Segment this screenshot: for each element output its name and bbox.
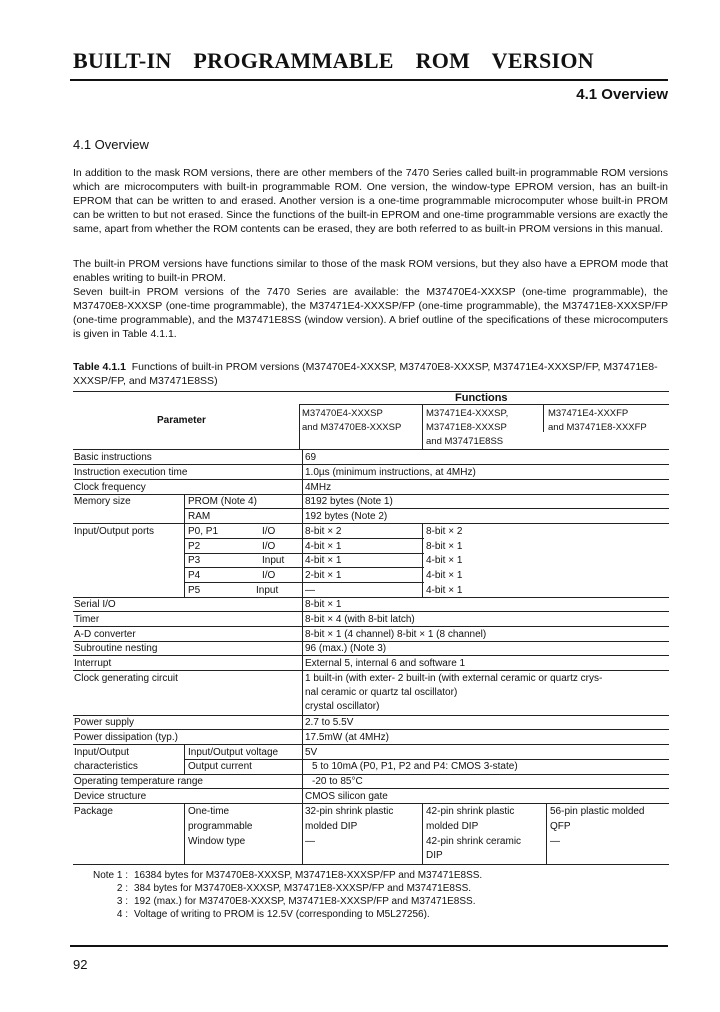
port-p3-value-2: 4-bit × 1 [426,555,463,566]
table-notes [73,869,482,921]
value-io-voltage: 5V [305,747,318,758]
header-parameter: Parameter [157,415,206,426]
param-serial: Serial I/O [74,599,116,610]
table-top-rule [73,391,669,392]
param-op-temp: Operating temperature range [74,776,203,787]
param-clock: Clock frequency [74,482,146,493]
pkg-col1-1: 32-pin shrink plastic [305,806,394,817]
port-p4-value-2: 4-bit × 1 [426,570,463,581]
header-functions: Functions [455,392,508,404]
pkg-one-time-1: One-time [188,806,230,817]
value-device: CMOS silicon gate [305,791,388,802]
colhead-2-line-2: M37471E8-XXXSP [426,422,507,433]
value-prom: 8192 bytes (Note 1) [305,496,393,507]
row-rule [184,567,424,568]
value-ram: 192 bytes (Note 2) [305,511,388,522]
value-clock: 4MHz [305,482,332,493]
table-bottom-rule [73,864,669,865]
value-timer: 8-bit × 4 (with 8-bit latch) [305,614,415,625]
param-io: Input/Output ports [74,526,155,537]
paragraph-3: Seven built-in PROM versions of the 7470 Series are available: the M37470E4-XXXSP (one-time programmable), the M37470E8-XXXSP (one-time programmable), the M37471E4-XXXSP/FP (one-time programmable), the M37471E8-XXXSP/FP (one-time programmable), and the M37471E8SS (window version). A brief outline of the specifications of these microcomputers is given in Table 4.1.1. [73,286,668,340]
pkg-col2-2: molded DIP [426,821,479,832]
pkg-window: Window type [188,836,246,847]
port-p3-value: 4-bit × 1 [305,555,342,566]
pkg-col2-4: DIP [426,850,443,861]
value-ad: 8-bit × 1 (4 channel) 8-bit × 1 (8 channel) [305,629,487,640]
row-rule [73,479,669,480]
param-output-current: Output current [188,761,252,772]
row-rule [73,715,669,716]
note-1: Note 1 : 16384 bytes for M37470E8-XXXSP, M37471E8-XXXSP/FP and M37471E8SS. [92,870,483,881]
value-clock-circuit-1: 1 built-in (with exter- 2 built-in (with external ceramic or quartz crys- [305,673,603,684]
page-number: 92 [73,957,88,972]
port-p2-value: 4-bit × 1 [305,541,342,552]
row-rule [184,538,424,539]
row-rule [73,523,669,524]
value-subroutine: 96 (max.) (Note 3) [305,643,387,654]
port-p5-type: Input [256,585,279,596]
port-p4-value: 2-bit × 1 [305,570,342,581]
row-rule [73,788,669,789]
row-rule [184,508,669,509]
value-basic: 69 [305,452,317,463]
row-rule [73,803,669,804]
colhead-1-line-1: M37470E4-XXXSP [302,408,383,419]
param-memory: Memory size [74,496,131,507]
port-p5-value-2: 4-bit × 1 [426,585,463,596]
pkg-col3-2: QFP [550,821,571,832]
pkg-col3-dash: — [550,836,560,847]
value-clock-circuit-3: crystal oscillator) [305,701,380,712]
paragraph-1: In addition to the mask ROM versions, there are other members of the 7470 Series called built-in programmable ROM versions which are microcomputers with built-in programmable ROM. One version, the window-type EPROM version, has an built-in EPROM that can be written to and erased. Another version is a one-time programmable microcomputer whose built-in PROM can be written to but not erased. Since the functions of the built-in EPROM and one-time programmable versions are exactly the same, apart from whether the ROM contents can be erased, they are both referred to as built-in PROM versions in this manual. [73,167,668,235]
header-bottom-rule [73,449,669,450]
param-exec: Instruction execution time [74,467,188,478]
row-rule [184,553,424,554]
param-io-char-1: Input/Output [74,747,130,758]
colhead-2-line-1: M37471E4-XXXSP, [426,408,509,419]
value-col-divider [302,449,303,864]
port-col-divider [422,523,423,597]
paragraph-2: The built-in PROM versions have functions similar to those of the mask ROM versions, but they also have a EPROM mode that enables writing to built-in PROM. [73,258,668,284]
param-prom: PROM (Note 4) [188,496,257,507]
pkg-col3-1: 56-pin plastic molded [550,806,645,817]
value-serial: 8-bit × 1 [305,599,342,610]
colhead-3-line-1: M37471E4-XXXFP [548,408,629,419]
table-caption-label: Table 4.1.1 [73,361,126,373]
pkg-col-divider [546,803,547,864]
page-title: BUILT-IN PROGRAMMABLE ROM VERSION [73,48,594,73]
value-output-current: 5 to 10mA (P0, P1, P2 and P4: CMOS 3-state) [312,761,518,772]
port-p5: P5 [188,585,201,596]
param-ram: RAM [188,511,211,522]
port-p2-type: I/O [262,541,276,552]
pkg-col-divider [422,803,423,864]
param-subroutine: Subroutine nesting [74,643,158,654]
note-4: 4 : Voltage of writing to PROM is 12.5V (corresponding to M5L27256). [116,909,430,920]
value-exec: 1.0µs (minimum instructions, at 4MHz) [305,467,476,478]
value-power-dissipation: 17.5mW (at 4MHz) [305,732,389,743]
row-rule [73,611,669,612]
port-p4-type: I/O [262,570,276,581]
pkg-col2-3: 42-pin shrink ceramic [426,836,522,847]
param-ad: A-D converter [74,629,136,640]
value-interrupt: External 5, internal 6 and software 1 [305,658,466,669]
row-rule [73,597,669,598]
note-3: 3 : 192 (max.) for M37470E8-XXXSP, M37471E8-XXXSP/FP and M37471E8SS. [116,896,476,907]
param-timer: Timer [74,614,100,625]
param-power-supply: Power supply [74,717,135,728]
sub-col-divider [184,803,185,864]
row-rule [73,655,669,656]
row-rule [184,582,424,583]
running-header: 4.1 Overview [576,86,668,103]
pkg-col1-2: molded DIP [305,821,358,832]
bottom-rule [70,945,668,947]
value-op-temp: -20 to 85°C [312,776,363,787]
param-io-voltage: Input/Output voltage [188,747,279,758]
param-device: Device structure [74,791,147,802]
row-rule [73,670,669,671]
col-divider [543,404,544,432]
param-package: Package [74,806,113,817]
port-p3: P3 [188,555,201,566]
port-p3-type: Input [262,555,285,566]
pkg-one-time-2: programmable [188,821,253,832]
table-caption-text: Functions of built-in PROM versions (M37470E4-XXXSP, M37470E8-XXXSP, M37471E4-XXXSP/FP, M37471E8-XXXSP/FP, and M37471E8SS) [73,361,658,387]
pkg-col2-1: 42-pin shrink plastic [426,806,515,817]
col-divider [422,404,423,449]
port-p0p1: P0, P1 [188,526,219,537]
section-heading: 4.1 Overview [73,137,149,152]
value-power-supply: 2.7 to 5.5V [305,717,354,728]
colhead-1-line-2: and M37470E8-XXXSP [302,422,402,433]
row-rule [73,744,669,745]
port-p0p1-value: 8-bit × 2 [305,526,342,537]
param-io-char-2: characteristics [74,761,138,772]
port-p5-value: — [305,585,315,596]
port-p2: P2 [188,541,201,552]
col-divider [299,404,300,449]
port-p4: P4 [188,570,201,581]
port-p0p1-type: I/O [262,526,276,537]
param-basic: Basic instructions [74,452,152,463]
param-interrupt: Interrupt [74,658,112,669]
row-rule [73,464,669,465]
value-clock-circuit-2: nal ceramic or quartz tal oscillator) [305,687,458,698]
colhead-3-line-2: and M37471E8-XXXFP [548,422,647,433]
port-p2-value-2: 8-bit × 1 [426,541,463,552]
note-2: 2 : 384 bytes for M37470E8-XXXSP, M37471E8-XXXSP/FP and M37471E8SS. [116,883,472,894]
row-rule [73,626,669,627]
pkg-col1-window-dash: — [305,836,315,847]
colhead-2-line-3: and M37471E8SS [426,436,504,447]
port-p0p1-value-2: 8-bit × 2 [426,526,463,537]
row-rule [73,729,669,730]
param-power-dissipation: Power dissipation (typ.) [74,732,178,743]
param-clock-circuit: Clock generating circuit [74,673,178,684]
